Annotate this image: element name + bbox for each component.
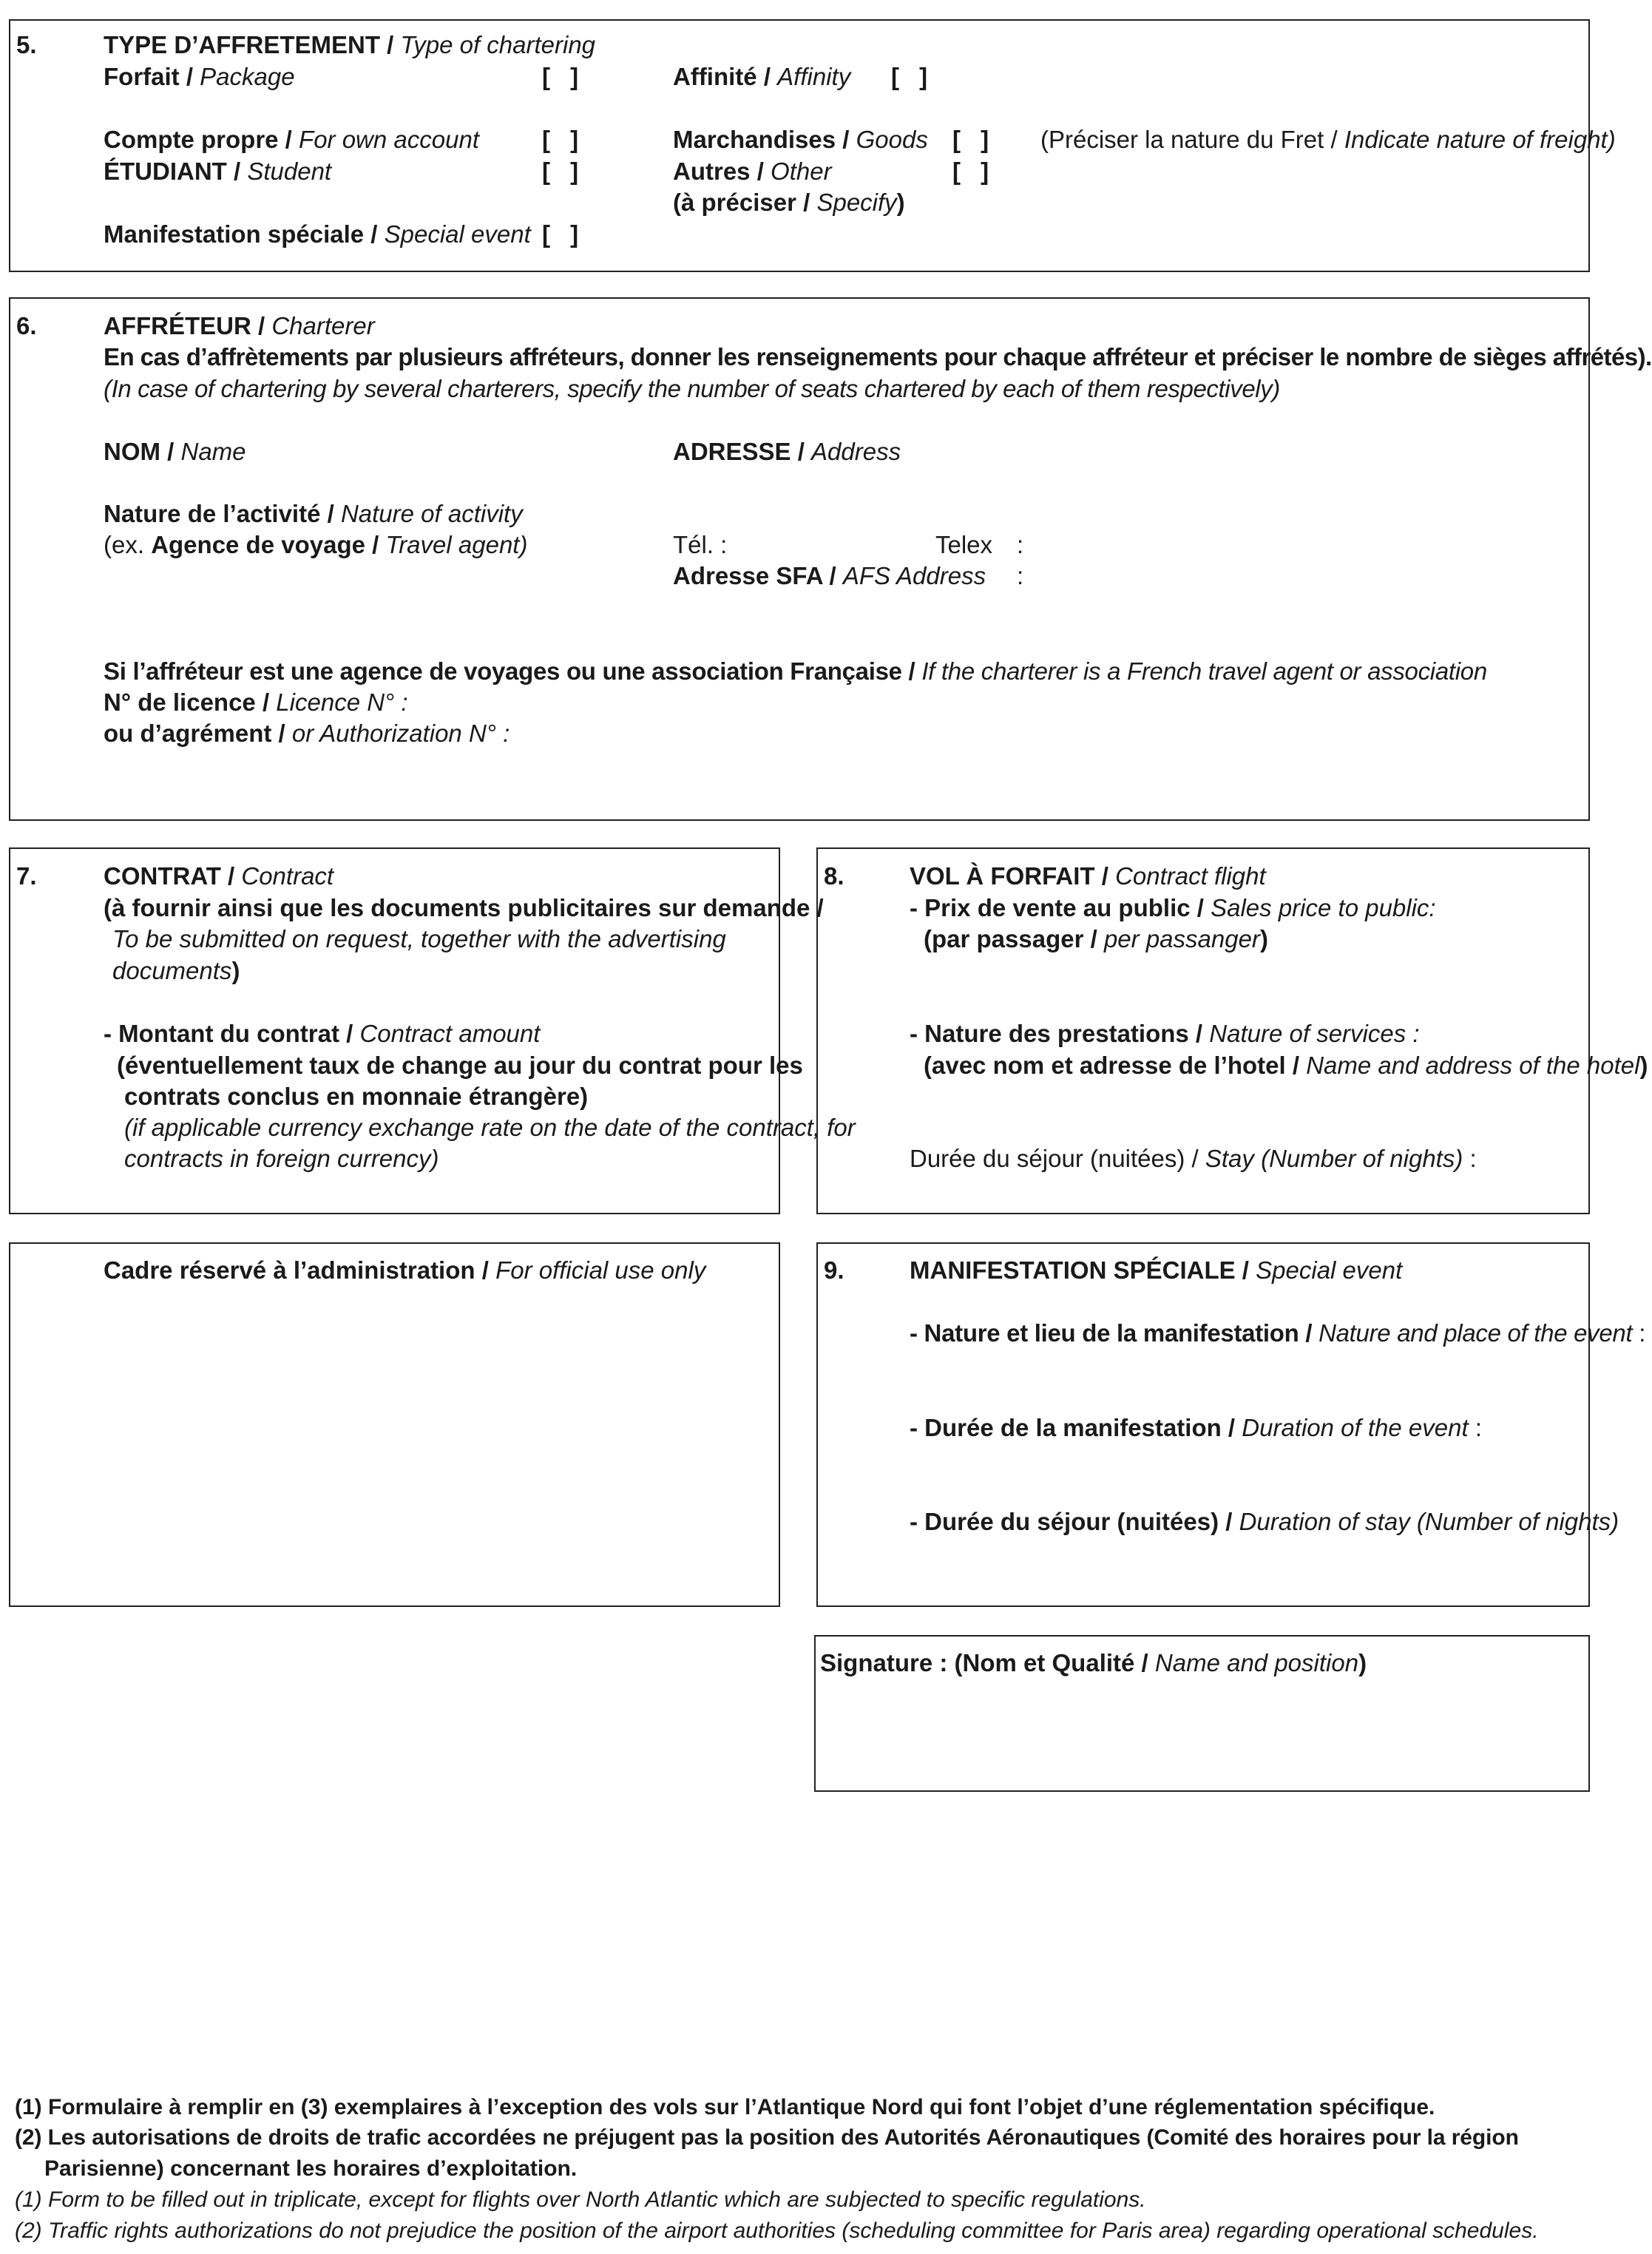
section-7-number: 7. <box>16 862 37 890</box>
autres-label: Autres / Other <box>673 158 832 185</box>
footnote-2-fr-a: (2) Les autorisations de droits de trafic accordées ne préjugent pas la position des Autorités Aéronautiques (Comité des horaires pour la région <box>15 2125 1519 2150</box>
section-7-title: CONTRAT / Contract <box>104 862 334 890</box>
prix-label: - Prix de vente au public / Sales price to public: <box>910 894 1436 921</box>
compte-propre-label: Compte propre / For own account <box>104 126 479 153</box>
event-duration-label: - Durée de la manifestation / Duration of the event : <box>910 1414 1482 1441</box>
licence-label: N° de licence / Licence N° : <box>104 688 408 716</box>
duree-sejour-label: Durée du séjour (nuitées) / Stay (Number of nights) : <box>910 1145 1477 1172</box>
section-6-title: AFFRÉTEUR / Charterer <box>104 312 375 339</box>
signature-label: Signature : (Nom et Qualité / Name and position) <box>820 1649 1367 1676</box>
admin-label: Cadre réservé à l’administration / For official use only <box>104 1256 706 1284</box>
footnote-1-fr: (1) Formulaire à remplir en (3) exemplaires à l’exception des vols sur l’Atlantique Nord qui font l’objet d’une réglementation spécifique. <box>15 2095 1435 2119</box>
stay-duration-label: - Durée du séjour (nuitées) / Duration of stay (Number of nights) <box>910 1508 1619 1535</box>
sfa-address-label: Adresse SFA / AFS Address <box>673 562 986 589</box>
section-5-title: TYPE D’AFFRETEMENT / Type of chartering <box>104 31 596 58</box>
forfait-label: Forfait / Package <box>104 63 295 90</box>
french-agent-note: Si l’affréteur est une agence de voyages ou une association Française / If the charterer is a French travel agent or association <box>104 657 1487 685</box>
section-5-number: 5. <box>16 31 37 58</box>
section-8-title: VOL À FORFAIT / Contract flight <box>910 862 1266 890</box>
preciser-note: (à préciser / Specify) <box>673 189 905 216</box>
affinite-label: Affinité / Affinity <box>673 63 851 90</box>
exchange-note-en-2: contracts in foreign currency) <box>124 1145 439 1172</box>
section-9-number: 9. <box>824 1256 844 1284</box>
etudiant-checkbox[interactable]: [ ] <box>542 158 579 185</box>
telex-colon: : <box>1017 531 1024 558</box>
contract-note-en-2: documents) <box>112 957 240 984</box>
contract-note-en-1: To be submitted on request, together with the advertising <box>112 925 726 952</box>
tel-label: Tél. : <box>673 531 728 558</box>
telex-label: Telex <box>935 531 993 558</box>
compte-propre-checkbox[interactable]: [ ] <box>542 126 579 153</box>
manifestation-label: Manifestation spéciale / Special event <box>104 220 531 248</box>
exchange-note-fr-1: (éventuellement taux de change au jour du contrat pour les <box>117 1052 803 1079</box>
exchange-note-fr-2: contrats conclus en monnaie étrangère) <box>124 1083 589 1110</box>
section-6-instruction-fr: En cas d’affrètements par plusieurs affréteurs, donner les renseignements pour chaque affréteur et préciser le nombre de sièges affrétés). <box>104 343 1652 370</box>
footnote-2-en: (2) Traffic rights authorizations do not prejudice the position of the airport authorities (scheduling committee for Paris area) regarding operational schedules. <box>15 2219 1539 2243</box>
admin-box <box>9 1242 780 1607</box>
adresse-label: ADRESSE / Address <box>673 438 901 465</box>
marchandises-checkbox[interactable]: [ ] <box>952 126 989 153</box>
forfait-checkbox[interactable]: [ ] <box>542 63 579 90</box>
agrement-label: ou d’agrément / or Authorization N° : <box>104 720 510 747</box>
footnote-1-en: (1) Form to be filled out in triplicate, except for flights over North Atlantic which are subjected to specific regulations. <box>15 2187 1146 2212</box>
agence-example: (ex. Agence de voyage / Travel agent) <box>104 531 528 558</box>
contract-note-fr: (à fournir ainsi que les documents publicitaires sur demande / <box>104 894 824 921</box>
exchange-note-en-1: (if applicable currency exchange rate on the date of the contract, for <box>124 1114 856 1141</box>
manifestation-checkbox[interactable]: [ ] <box>542 220 579 248</box>
event-nature-label: - Nature et lieu de la manifestation / Nature and place of the event : <box>910 1319 1646 1347</box>
affinite-checkbox[interactable]: [ ] <box>891 63 928 90</box>
fret-note: (Préciser la nature du Fret / Indicate nature of freight) <box>1040 126 1616 153</box>
nature-prestations-label: - Nature des prestations / Nature of services : <box>910 1020 1420 1047</box>
section-6-number: 6. <box>16 312 37 339</box>
section-8-number: 8. <box>824 862 844 890</box>
nature-activite-label: Nature de l’activité / Nature of activity <box>104 500 523 527</box>
etudiant-label: ÉTUDIANT / Student <box>104 158 332 185</box>
hotel-label: (avec nom et adresse de l’hotel / Name and address of the hotel) <box>924 1052 1648 1079</box>
par-passager-label: (par passager / per passanger) <box>924 925 1268 952</box>
section-6-instruction-en: (In case of chartering by several charterers, specify the number of seats chartered by each of them respectively) <box>104 375 1280 402</box>
montant-label: - Montant du contrat / Contract amount <box>104 1020 541 1047</box>
section-9-title: MANIFESTATION SPÉCIALE / Special event <box>910 1256 1403 1284</box>
autres-checkbox[interactable]: [ ] <box>952 158 989 185</box>
marchandises-label: Marchandises / Goods <box>673 126 928 153</box>
sfa-colon: : <box>1017 562 1024 589</box>
footnote-2-fr-b: Parisienne) concernant les horaires d’exploitation. <box>44 2156 578 2181</box>
nom-label: NOM / Name <box>104 438 246 465</box>
